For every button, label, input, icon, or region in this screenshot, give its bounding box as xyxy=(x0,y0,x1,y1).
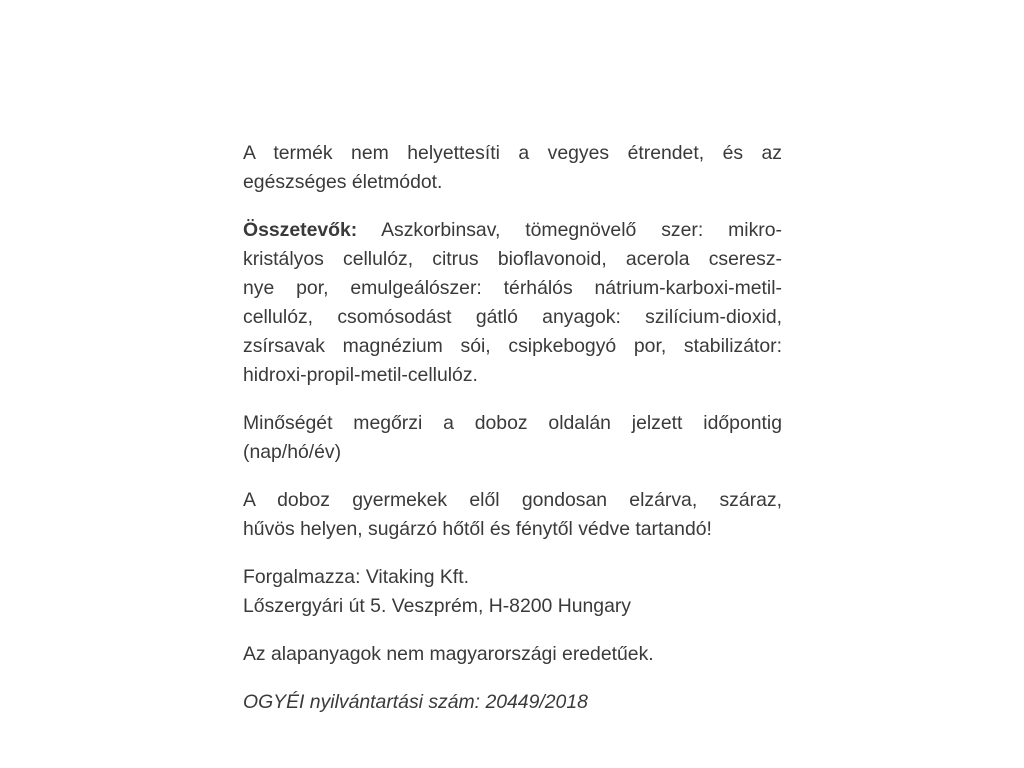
distributor-line-1: Forgalmazza: Vitaking Kft. xyxy=(243,566,469,588)
ingredients-line-3: nye por, emulgeálószer: térhálós nátrium-karboxi-metil- xyxy=(243,277,782,299)
registration-number: OGYÉI nyilvántartási szám: 20449/2018 xyxy=(243,691,588,713)
ingredients-paragraph xyxy=(243,216,782,390)
origin-line: Az alapanyagok nem magyarországi eredetűek. xyxy=(243,643,654,665)
ingredients-line-4: cellulóz, csomósodást gátló anyagok: szilícium-dioxid, xyxy=(243,306,782,328)
diet-disclaimer-line-2: egészséges életmódot. xyxy=(243,171,443,193)
best-before-paragraph xyxy=(243,409,782,467)
ingredients-line-2: kristályos cellulóz, citrus bioflavonoid, acerola cseresz- xyxy=(243,248,782,270)
distributor-paragraph xyxy=(243,563,782,621)
ingredients-line-5: zsírsavak magnézium sói, csipkebogyó por, stabilizátor: xyxy=(243,335,782,357)
storage-line-1: A doboz gyermekek elől gondosan elzárva, száraz, xyxy=(243,489,782,511)
product-label-text xyxy=(243,139,782,736)
origin-paragraph xyxy=(243,640,782,669)
ingredients-line-6: hidroxi-propil-metil-cellulóz. xyxy=(243,364,478,386)
registration-paragraph xyxy=(243,688,782,717)
best-before-line-2: (nap/hó/év) xyxy=(243,441,342,463)
diet-disclaimer-line-1: A termék nem helyettesíti a vegyes étrendet, és az xyxy=(243,142,782,164)
ingredients-line-1 xyxy=(243,216,782,245)
best-before-line-1: Minőségét megőrzi a doboz oldalán jelzett időpontig xyxy=(243,412,782,434)
ingredients-label: Összetevők: xyxy=(243,219,358,241)
distributor-line-2: Lőszergyári út 5. Veszprém, H-8200 Hungary xyxy=(243,595,632,617)
storage-paragraph xyxy=(243,486,782,544)
diet-disclaimer-paragraph xyxy=(243,139,782,197)
ingredients-line-1-text: Aszkorbinsav, tömegnövelő szer: mikro- xyxy=(381,219,782,241)
storage-line-2: hűvös helyen, sugárzó hőtől és fénytől védve tartandó! xyxy=(243,518,712,540)
